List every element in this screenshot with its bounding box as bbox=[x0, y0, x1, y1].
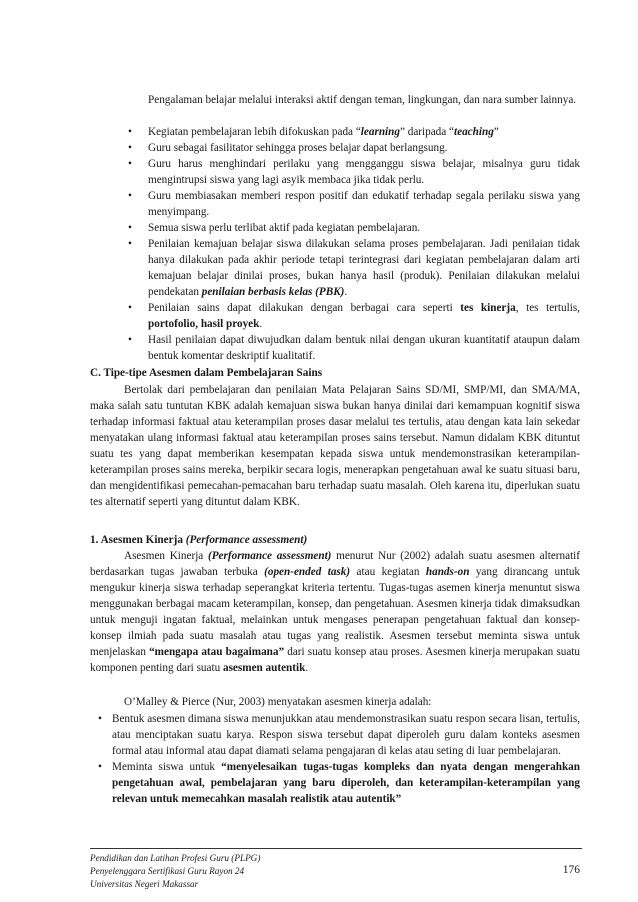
bullet-top-item bbox=[128, 140, 580, 156]
bullet-top-segment: teaching bbox=[454, 126, 494, 138]
bullet-icon: • bbox=[98, 713, 102, 725]
bullet-top-segment: learning bbox=[360, 126, 400, 138]
section-1-intro: O’Malley & Pierce (Nur, 2003) menyatakan asesmen kinerja adalah: bbox=[124, 696, 432, 708]
bullet-top-segment: , tes tertulis, bbox=[515, 302, 580, 314]
section-1-paragraph-segment: hands-on bbox=[425, 566, 470, 578]
bullet-icon: • bbox=[128, 238, 132, 250]
section-1-paragraph-segment: asesmen autentik bbox=[222, 662, 306, 674]
section-1-paragraph-segment: . bbox=[305, 662, 309, 674]
bullet-icon: • bbox=[128, 222, 132, 234]
bullet-top-segment: penilaian berbasis kelas (PBK) bbox=[201, 286, 345, 298]
footer-line-1: Pendidikan dan Latihan Profesi Guru (PLPG) bbox=[90, 853, 261, 863]
section-1-paragraph-segment: (open-ended task) bbox=[264, 566, 351, 578]
bullet-icon: • bbox=[98, 761, 102, 773]
section-1-heading-text: 1. Asesmen Kinerja bbox=[90, 534, 186, 546]
section-1-paragraph-segment: menurut Nur (2002) adalah suatu asesmen alternatif berdasarkan tugas jawaban terbuka bbox=[90, 550, 581, 578]
section-1-paragraph-segment: yang dirancang untuk mengukur kinerja siswa terhadap seperangkat kriteria tertentu. Tugas-tugas asemen kinerja menuntut siswa menggunakan berbagai macam keterampilan, konsep, dan pengetahuan. Asesmen kinerja tidak dimaksudkan untuk menguji ingatan faktual, melainkan untuk mengases penerapan pengetahuan faktual dan konsep-konsep ilmiah pada suatu masalah atau tugas yang realistik. Asesmen tersebut meminta siswa untuk menjelaskan bbox=[90, 566, 581, 658]
bullet-top-segment: Hasil penilaian dapat diwujudkan dalam bentuk nilai dengan ukuran kuantitatif ataupun dalam bentuk komentar deskriptif kualitatif. bbox=[148, 334, 580, 362]
bullet-top-segment: Guru harus menghindari perilaku yang mengganggu siswa belajar, misalnya guru tidak mengintrupsi siswa yang lagi asyik membaca jika tidak perlu. bbox=[148, 158, 580, 186]
bullet-top-segment: Guru sebagai fasilitator sehingga proses belajar dapat berlangsung. bbox=[148, 142, 448, 154]
bullet-top-item bbox=[128, 156, 580, 188]
bullet-section-1-item bbox=[90, 711, 580, 759]
section-c-heading: C. Tipe-tipe Asesmen dalam Pembelajaran Sains bbox=[90, 367, 323, 379]
page-number: 176 bbox=[562, 864, 580, 876]
bullet-top-segment: . bbox=[259, 318, 263, 330]
bullet-top-item bbox=[128, 188, 580, 220]
bullet-section-1-segment: Bentuk asesmen dimana siswa menunjukkan atau mendemonstrasikan suatu respon secara lisan, tertulis, atau menciptakan suatu karya. Respon siswa tersebut dapat diperoleh guru dalam konteks asesmen formal atau informal atau dapat diamati selama pengajaran di kelas atau seting di luar pembelajaran. bbox=[112, 713, 580, 757]
bullet-section-1-item bbox=[90, 759, 580, 807]
bullet-top-item bbox=[128, 236, 580, 300]
continuation-paragraph: Pengalaman belajar melalui interaksi aktif dengan teman, lingkungan, dan nara sumber lainnya. bbox=[148, 94, 577, 106]
bullet-list-section-1 bbox=[90, 711, 580, 807]
section-1-heading bbox=[90, 532, 580, 548]
bullet-top-item bbox=[128, 220, 580, 236]
section-1-paragraph-segment: dari suatu konsep atau proses. Asesmen kinerja merupakan suatu komponen penting dari suatu bbox=[90, 646, 580, 674]
bullet-icon: • bbox=[128, 142, 132, 154]
bullet-top-segment: Kegiatan pembelajaran lebih difokuskan pada “ bbox=[148, 126, 361, 138]
bullet-list-top bbox=[128, 124, 580, 364]
bullet-top-item bbox=[128, 332, 580, 364]
bullet-top-item bbox=[128, 124, 580, 140]
section-1-paragraph bbox=[90, 548, 580, 676]
bullet-top-segment: Penilaian kemajuan belajar siswa dilakukan selama proses pembelajaran. Jadi penilaian tidak hanya dilakukan pada akhir periode tetapi terintegrasi dari kegiatan pembelajaran dalam arti kemajuan belajar dinilai proses, bukan hanya hasil (produk). Penilaian dilakukan melalui pendekatan bbox=[148, 238, 580, 298]
section-1-paragraph-segment: Asesmen Kinerja bbox=[124, 550, 208, 562]
bullet-top-segment: ” daripada “ bbox=[399, 126, 455, 138]
section-1-paragraph-segment: (Performance assessment) bbox=[208, 550, 332, 562]
bullet-icon: • bbox=[128, 158, 132, 170]
section-1-heading-italic: (Performance assessment) bbox=[185, 534, 308, 546]
footer-line-3: Universitas Negeri Makassar bbox=[90, 879, 199, 889]
bullet-section-1-segment: Meminta siswa untuk bbox=[112, 761, 222, 773]
bullet-icon: • bbox=[128, 334, 132, 346]
bullet-top-segment: Penilaian sains dapat dilakukan dengan berbagai cara seperti bbox=[148, 302, 461, 314]
bullet-icon: • bbox=[128, 126, 132, 138]
footer-line-2: Penyelenggara Sertifikasi Guru Rayon 24 bbox=[90, 866, 245, 876]
bullet-top-segment: Guru membiasakan memberi respon positif dan edukatif terhadap segala perilaku siswa yang menyimpang. bbox=[148, 190, 580, 218]
section-c-paragraph: Bertolak dari pembelajaran dan penilaian Mata Pelajaran Sains SD/MI, SMP/MI, dan SMA/MA, maka salah satu tuntutan KBK adalah kemajuan siswa bukan hanya dinilai dari kemampuan kognitif siswa terhadap informasi faktual atau keterampilan proses dasar melalui tes tertulis, atau dengan kata lain sekedar menyatakan ulang informasi faktual atau keterampilan proses sains tersebut. Namun didalam KBK dituntut suatu tes yang dapat memberikan kesempatan kepada siswa untuk mendemonstrasikan keterampilan-keterampilan proses sains mereka, berpikir secara logis, menerapkan pengetahuan awal ke suatu situasi baru, dan mengidentifikasi pemecahan-pemacahan baru terhadap suatu masalah. Oleh karena itu, diperlukan suatu tes alternatif seperti yang dituntut dalam KBK. bbox=[90, 384, 580, 508]
bullet-section-1-segment: “menyelesaikan tugas-tugas kompleks dan nyata dengan mengerahkan pengetahuan awal, pembelajaran yang baru diperoleh, dan keterampilan-keterampilan yang relevan untuk memecahkan masalah realistik atau autentik” bbox=[112, 761, 580, 805]
footer bbox=[90, 852, 510, 891]
bullet-icon: • bbox=[128, 302, 132, 314]
bullet-icon: • bbox=[128, 190, 132, 202]
bullet-top-item bbox=[128, 300, 580, 332]
bullet-top-segment: portofolio, hasil proyek bbox=[148, 318, 260, 330]
footer-divider bbox=[90, 848, 582, 849]
bullet-top-segment: . bbox=[344, 286, 348, 298]
bullet-top-segment: tes kinerja bbox=[460, 302, 516, 314]
section-1-paragraph-segment: “mengapa atau bagaimana” bbox=[149, 646, 285, 658]
bullet-top-segment: Semua siswa perlu terlibat aktif pada kegiatan pembelajaran. bbox=[148, 222, 421, 234]
bullet-top-segment: ” bbox=[493, 126, 499, 138]
section-1-paragraph-segment: atau kegiatan bbox=[350, 566, 426, 578]
